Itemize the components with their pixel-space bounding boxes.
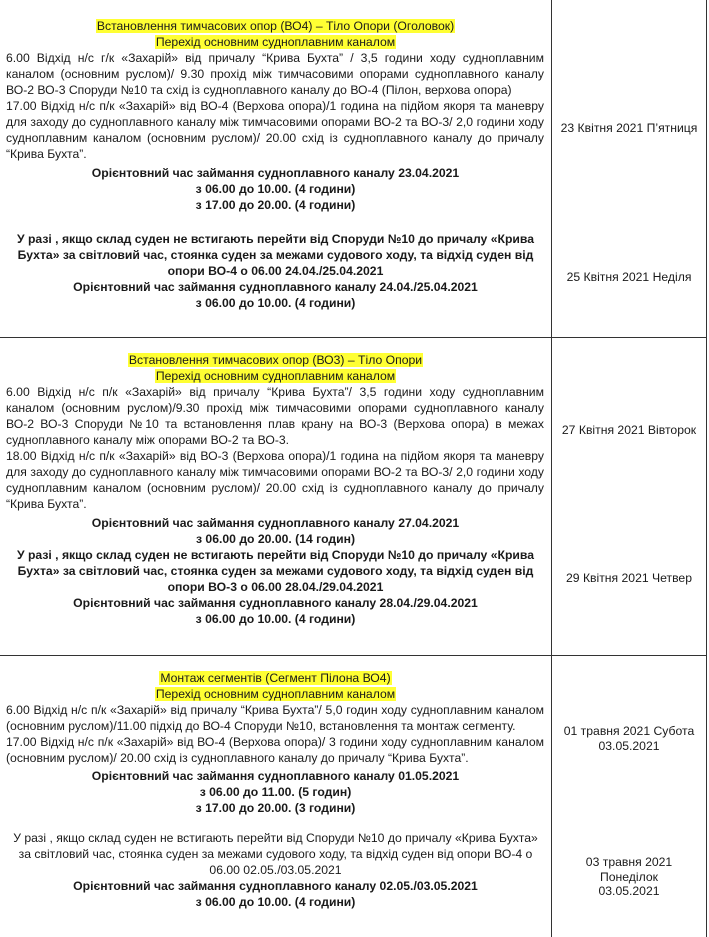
date-main: 23 Квітня 2021 П’ятниця — [560, 121, 698, 135]
date-alt-line: Понеділок — [600, 869, 658, 884]
alternative-time-slot: з 06.00 до 10.00. (4 години) — [195, 895, 356, 909]
section-title: Монтаж сегментів (Сегмент Пілона ВО4) — [160, 671, 391, 685]
column-divider — [551, 0, 552, 937]
alternative-text: У разі , якщо склад суден не встигають перейти від Споруди №10 до причалу «Крива Бухта» за світловий час, стоянка суден за межами судового ходу, та відхід суден від опори ВО-4 о 06.00 24.04./25.04.2021 — [17, 232, 534, 278]
row-divider — [0, 655, 706, 656]
date-alt-line: 03.05.2021 — [598, 884, 660, 898]
section-title: Встановлення тимчасових опор (ВО3) – Тіло Опори — [128, 353, 423, 367]
alternative-time-slot: з 06.00 до 10.00. (4 години) — [195, 612, 356, 626]
table-right-border — [706, 0, 707, 937]
section-body-paragraph: 17.00 Відхід н/с п/к «Захарій» від ВО-4 (Верхова опора)/ 3 години ходу судноплавним каналом (основним руслом)/ 20.00 схід із судноплавного каналу до причалу “Крива Бухта”. — [6, 735, 544, 765]
section-3 — [0, 670, 551, 910]
alternative-time-label: Орієнтовний час займання судноплавного каналу 02.05./03.05.2021 — [73, 879, 478, 893]
alternative-text: У разі , якщо склад суден не встигають перейти від Споруди №10 до причалу «Крива Бухта» за світловий час, стоянка суден за межами судового ходу, та відхід суден від опори ВО-3 о 06.00 28.04./29.04.2021 — [17, 548, 534, 594]
date-alternative: 25 Квітня 2021 Неділя — [566, 270, 692, 284]
section-body-paragraph: 6.00 Відхід н/с п/к «Захарій» від причалу “Крива Бухта”/ 5,0 годин ходу судноплавним каналом (основним руслом)/11.00 підхід до ВО-4 Споруди №10, встановлення та монтаж сегменту. — [6, 703, 544, 733]
time-slot: з 06.00 до 11.00. (5 годин) — [199, 785, 352, 799]
section-body-paragraph: 18.00 Відхід н/с п/к «Захарій» від ВО-3 (Верхова опора)/1 година на підйом якоря та маневру для заходу до судноплавного каналу між тимчасовими опорами ВО-2 та ВО-3/ 2,0 години ходу судноплавним каналом (основним руслом)/ 20.00 схід із судноплавного каналу до причалу “Крива Бухта”. — [6, 449, 544, 511]
section-body-paragraph: 6.00 Відхід н/с г/к «Захарій» від причалу “Крива Бухта” / 3,5 години ходу судноплавним каналом (основним руслом)/ 9.30 прохід між тимчасовими опорами судноплавного каналу ВО-2 ВО-3 Споруди №10 та схід із судноплавного каналу до ВО-4 (Пілон, верхова опора) — [6, 51, 544, 97]
section-1 — [0, 18, 551, 311]
occupancy-time-label: Орієнтовний час займання судноплавного каналу 01.05.2021 — [91, 769, 460, 783]
section-title: Встановлення тимчасових опор (ВО4) – Тіло Опори (Оголовок) — [96, 19, 455, 33]
alternative-time-label: Орієнтовний час займання судноплавного каналу 24.04./25.04.2021 — [73, 280, 478, 294]
date-main: 27 Квітня 2021 Вівторок — [561, 423, 697, 437]
section-subtitle: Перехід основним судноплавним каналом — [155, 369, 396, 383]
section-subtitle: Перехід основним судноплавним каналом — [155, 687, 396, 701]
alternative-time-slot: з 06.00 до 10.00. (4 години) — [195, 296, 356, 310]
date-main-line: 01 травня 2021 Субота — [563, 724, 695, 738]
time-slot: з 17.00 до 20.00. (4 години) — [195, 198, 356, 212]
section-body-paragraph: 6.00 Відхід н/с п/к «Захарій» від причалу “Крива Бухта”/ 3,5 години ходу судноплавним каналом (основним руслом)/9.30 прохід між тимчасовими опорами судноплавного каналу ВО-2 ВО-3 Споруди №10 та встановлення плав крану на ВО-3 (Верхова опора) в межах судноплавного каналу між опорами ВО-2 та ВО-3. — [6, 385, 544, 447]
alternative-time-label: Орієнтовний час займання судноплавного каналу 28.04./29.04.2021 — [73, 596, 478, 610]
time-slot: з 17.00 до 20.00. (3 години) — [195, 801, 356, 815]
occupancy-time-label: Орієнтовний час займання судноплавного каналу 23.04.2021 — [91, 166, 460, 180]
row-divider — [0, 337, 706, 338]
time-slot: з 06.00 до 20.00. (14 годин) — [195, 532, 355, 546]
date-alternative: 29 Квітня 2021 Четвер — [566, 571, 692, 585]
date-alt-line: 03 травня 2021 — [585, 855, 673, 869]
section-subtitle: Перехід основним судноплавним каналом — [155, 35, 396, 49]
occupancy-time-label: Орієнтовний час займання судноплавного каналу 27.04.2021 — [91, 516, 460, 530]
date-main — [552, 724, 706, 753]
date-main-line: 03.05.2021 — [598, 738, 660, 753]
time-slot: з 06.00 до 10.00. (4 години) — [195, 182, 356, 196]
section-2 — [0, 352, 551, 627]
alternative-text: У разі , якщо склад суден не встигають перейти від Споруди №10 до причалу «Крива Бухта» за світловий час, стоянка суден за межами судового ходу, та відхід суден від опори ВО-4 о 06.00 02.05./03.05.2021 — [13, 831, 538, 877]
section-body-paragraph: 17.00 Відхід н/с п/к «Захарій» від ВО-4 (Верхова опора)/1 година на підйом якоря та маневру для заходу до судноплавного каналу між тимчасовими опорами ВО-2 та ВО-3/ 2,0 години ходу судноплавним каналом (основним руслом)/ 20.00 схід із судноплавного каналу до причалу “Крива Бухта”. — [6, 99, 544, 161]
date-alternative — [552, 855, 706, 899]
